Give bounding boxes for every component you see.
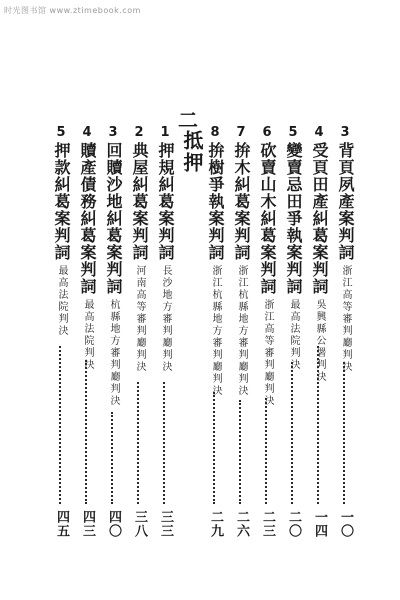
entry-court: 最高法院判決 (288, 299, 299, 371)
entry-court: 河南高等審判廳判決 (134, 265, 145, 373)
entry-number: 3 (340, 125, 350, 140)
entry-title: 變賣忌田爭執案判詞 (284, 142, 303, 295)
dot-leader (291, 362, 296, 504)
entry-number: 4 (314, 125, 324, 140)
toc-entry (128, 0, 150, 560)
entry-court: 浙江高等審判廳判決 (340, 265, 351, 373)
dot-leader (213, 392, 218, 504)
dot-leader (137, 382, 142, 504)
toc-entry (50, 0, 72, 560)
entry-number: 4 (82, 125, 92, 140)
entry-court: 浙江杭縣地方審判廳判決 (210, 265, 221, 397)
entry-page: 三八 (132, 510, 147, 538)
entry-page: 一〇 (338, 510, 353, 538)
entry-page: 二六 (234, 510, 249, 538)
entry-page: 一四 (312, 510, 327, 538)
toc-entry (282, 0, 304, 560)
entry-title: 押規糾葛案判詞 (156, 142, 175, 261)
dot-leader (343, 362, 348, 504)
entry-title: 贖產債務糾葛案判詞 (78, 142, 97, 295)
dot-leader (85, 360, 90, 504)
dot-leader (59, 346, 64, 504)
dot-leader (163, 382, 168, 504)
entry-page: 四五 (54, 510, 69, 538)
entry-page: 三三 (158, 510, 173, 538)
toc-entry (204, 0, 226, 560)
toc-entry (76, 0, 98, 560)
entry-title: 受頁田產糾葛案判詞 (310, 142, 329, 295)
entry-court: 浙江高等審判廳判決 (262, 299, 273, 407)
entry-number: 5 (288, 125, 298, 140)
entry-title: 背頁夙產案判詞 (336, 142, 355, 261)
entry-number: 7 (236, 125, 246, 140)
entry-title: 砍賣山木糾葛案判詞 (258, 142, 277, 295)
entry-page: 二三 (260, 510, 275, 538)
entry-court: 最高法院判決 (56, 265, 67, 337)
entry-number: 5 (56, 125, 66, 140)
entry-title: 回贖沙地糾葛案判詞 (104, 142, 123, 295)
entry-title: 押款糾葛案判詞 (52, 142, 71, 261)
dot-leader (265, 398, 270, 504)
entry-number: 6 (262, 125, 272, 140)
dot-leader (239, 400, 244, 504)
section-title: 抵押 (180, 130, 204, 174)
toc-entry (154, 0, 176, 560)
watermark-text: 时光图书馆 www.ztimebook.com (4, 6, 141, 15)
section-number: 二 (178, 108, 200, 132)
entry-title: 典屋糾葛案判詞 (130, 142, 149, 261)
toc-entry (334, 0, 356, 560)
entry-court: 杭縣地方審判廳判決 (108, 299, 119, 407)
entry-court: 浙江杭縣地方審判廳判決 (236, 265, 247, 397)
dot-leader (111, 412, 116, 504)
toc-entry (308, 0, 330, 560)
toc-entry (102, 0, 124, 560)
dot-leader (317, 346, 322, 504)
entry-page: 四〇 (106, 510, 121, 538)
entry-page: 二〇 (286, 510, 301, 538)
entry-court: 最高法院判決 (82, 299, 93, 371)
entry-title: 拚樹爭執案判詞 (206, 142, 225, 261)
entry-number: 2 (134, 125, 144, 140)
entry-title: 拚木糾葛案判詞 (232, 142, 251, 261)
toc-entry (230, 0, 252, 560)
entry-number: 1 (160, 125, 170, 140)
entry-court: 吳興縣公署判決 (314, 299, 325, 383)
entry-number: 8 (210, 125, 220, 140)
entry-page: 二九 (208, 510, 223, 538)
entry-number: 3 (108, 125, 118, 140)
entry-page: 四三 (80, 510, 95, 538)
entry-court: 長沙地方審判廳判決 (160, 265, 171, 373)
toc-entry (256, 0, 278, 560)
